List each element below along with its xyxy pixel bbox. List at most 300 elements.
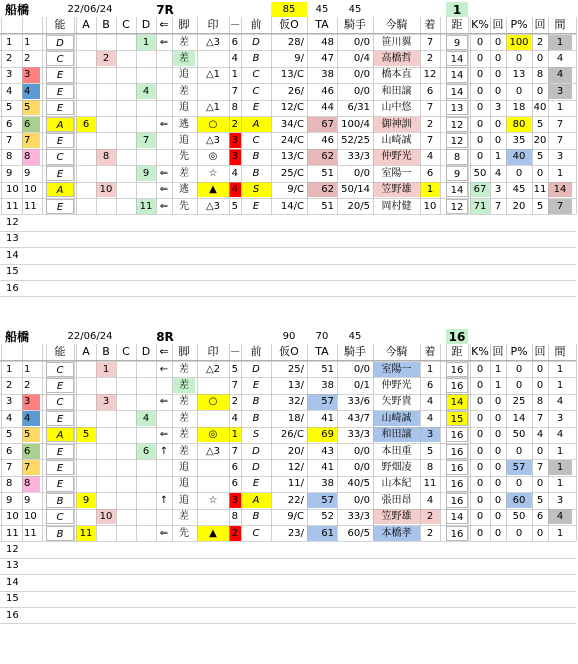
row-dash: 4 xyxy=(231,52,238,64)
row-pp: 100 xyxy=(506,35,532,50)
header-kai2: 回 xyxy=(534,18,546,31)
row-kan: 3 xyxy=(548,84,572,99)
row-kyaku: 差 xyxy=(179,363,189,375)
row-b: 3 xyxy=(96,394,116,409)
header-dash: － xyxy=(229,345,241,358)
row-d xyxy=(136,100,156,115)
row-kan: 1 xyxy=(556,363,564,375)
venue-label: 船橋 xyxy=(5,330,30,344)
header-kishu: 騎手 xyxy=(344,18,366,31)
empty-row-number: 12 xyxy=(6,543,19,555)
row-kp: 0 xyxy=(476,134,484,146)
row-b: 8 xyxy=(96,149,116,164)
grid-col-line xyxy=(506,344,507,541)
row-c xyxy=(116,526,136,541)
row-nou: B xyxy=(46,526,74,541)
row-konki: 山中悠 xyxy=(381,102,412,114)
row-a xyxy=(76,149,96,164)
row-pp: 18 xyxy=(512,102,526,114)
grid-col-line xyxy=(446,344,447,541)
row-kai2: 8 xyxy=(536,69,544,81)
row-n: 4 xyxy=(6,412,13,424)
row-b: 2 xyxy=(96,51,116,66)
row-kari: 11/ xyxy=(287,478,304,490)
row-w: 9 xyxy=(22,493,40,508)
grid-row-line xyxy=(0,623,576,624)
row-nou: B xyxy=(46,493,74,508)
header-dash: － xyxy=(229,18,241,31)
row-nou: C xyxy=(46,394,74,409)
row-kyori: 12 xyxy=(446,199,468,214)
header-kan: 間 xyxy=(554,18,566,31)
grid-col-line xyxy=(490,344,491,541)
row-kyori: 14 xyxy=(446,394,468,409)
row-kai: 0 xyxy=(494,396,502,408)
row-w: 2 xyxy=(22,378,40,393)
grid-row-line xyxy=(0,214,576,215)
row-dash: 4 xyxy=(229,182,241,197)
row-mae: D xyxy=(252,461,260,473)
row-arrow xyxy=(156,133,172,148)
grid-col-line xyxy=(229,344,230,541)
row-b xyxy=(96,526,116,541)
row-chaku: 4 xyxy=(426,494,434,506)
row-kp: 0 xyxy=(476,379,484,391)
row-kishu: 0/0 xyxy=(353,167,370,179)
row-arrow xyxy=(156,67,172,82)
row-nou: A xyxy=(46,117,74,132)
grid-col-line xyxy=(46,344,47,541)
row-ta: 51 xyxy=(321,167,334,179)
row-n: 3 xyxy=(6,69,13,81)
row-dash: 5 xyxy=(231,363,238,375)
row-kai: 3 xyxy=(494,102,502,114)
row-d xyxy=(136,509,156,524)
header-c: C xyxy=(122,345,130,358)
row-n: 11 xyxy=(6,200,19,212)
row-ta: 57 xyxy=(307,394,337,409)
race-number: 7R xyxy=(156,3,174,17)
row-c xyxy=(116,362,136,377)
row-kyori: 8 xyxy=(446,149,468,164)
grid-col-line xyxy=(76,344,77,541)
row-mae: D xyxy=(252,445,260,457)
row-kyori: 14 xyxy=(446,509,468,524)
row-d xyxy=(136,67,156,82)
grid-col-line xyxy=(172,344,173,541)
row-c xyxy=(116,84,136,99)
row-kp: 71 xyxy=(470,199,490,214)
row-b xyxy=(96,444,116,459)
header-kyaku: 脚 xyxy=(178,345,190,358)
row-shirushi xyxy=(197,51,229,66)
row-n: 6 xyxy=(6,118,13,130)
row-a xyxy=(76,100,96,115)
row-kp: 0 xyxy=(476,429,484,441)
row-kan: 7 xyxy=(556,118,564,130)
row-kyori: 14 xyxy=(446,84,468,99)
row-kai2: 0 xyxy=(536,445,544,457)
header-konki: 今騎 xyxy=(385,18,408,31)
header-kyori: 距 xyxy=(451,345,463,358)
row-shirushi: △3 xyxy=(205,445,221,457)
row-kan: 14 xyxy=(548,182,572,197)
row-n: 3 xyxy=(6,396,13,408)
row-dash: 4 xyxy=(231,167,238,179)
row-ta: 57 xyxy=(307,493,337,508)
row-kyori: 12 xyxy=(446,117,468,132)
row-shirushi: ○ xyxy=(197,394,229,409)
row-n: 7 xyxy=(6,461,13,473)
row-kishu: 0/1 xyxy=(353,379,370,391)
row-shirushi: △3 xyxy=(205,134,221,146)
row-chaku: 7 xyxy=(426,102,434,114)
header-kari: 仮O xyxy=(279,345,299,358)
row-chaku: 11 xyxy=(423,478,437,490)
row-kai: 1 xyxy=(494,151,502,163)
row-kari: 26/C xyxy=(280,429,304,441)
header-kan: 間 xyxy=(554,345,566,358)
row-kp: 0 xyxy=(476,52,484,64)
row-kishu: 50/14 xyxy=(341,184,370,196)
row-d xyxy=(136,526,156,541)
header-konki: 今騎 xyxy=(385,345,408,358)
row-nou: E xyxy=(46,67,74,82)
row-kari: 34/C xyxy=(280,118,304,130)
row-kishu: 0/0 xyxy=(353,494,370,506)
row-w: 1 xyxy=(22,362,40,377)
row-c xyxy=(116,444,136,459)
row-arrow: ⇐ xyxy=(159,167,169,179)
grid-row-line xyxy=(0,231,576,232)
row-a xyxy=(76,362,96,377)
row-w: 11 xyxy=(22,199,40,214)
race-date: 22/06/24 xyxy=(67,4,113,15)
row-dash: 7 xyxy=(231,85,238,97)
top-kyori: 16 xyxy=(446,329,468,344)
grid-col-line xyxy=(337,17,338,214)
row-kp: 0 xyxy=(476,85,484,97)
row-kp: 0 xyxy=(476,69,484,81)
row-mae: A xyxy=(241,117,271,132)
row-kari: 22/ xyxy=(287,494,304,506)
row-b xyxy=(96,84,116,99)
grid-col-line xyxy=(337,344,338,541)
grid-col-line xyxy=(197,344,198,541)
row-a xyxy=(76,67,96,82)
row-kai2: 5 xyxy=(536,494,544,506)
header-c: C xyxy=(122,18,130,31)
row-kai: 0 xyxy=(494,69,502,81)
row-ta: 62 xyxy=(307,149,337,164)
row-kan: 4 xyxy=(556,396,564,408)
header-shirushi: 印 xyxy=(207,345,219,358)
row-pp: 50 xyxy=(512,511,526,523)
row-konki: 岡村健 xyxy=(381,200,412,212)
row-konki: 室陽一 xyxy=(373,362,420,377)
row-kan: 3 xyxy=(556,151,564,163)
row-dash: 5 xyxy=(231,200,238,212)
row-d: 4 xyxy=(136,411,156,426)
row-pp: 0 xyxy=(515,52,523,64)
row-kyori: 16 xyxy=(446,444,468,459)
row-kan: 1 xyxy=(556,102,564,114)
header-a: A xyxy=(82,345,90,358)
grid-row-line xyxy=(0,296,576,297)
row-kai: 0 xyxy=(494,36,502,48)
row-c xyxy=(116,166,136,181)
row-kai: 0 xyxy=(494,445,502,457)
row-kan: 1 xyxy=(556,527,564,539)
row-c xyxy=(116,117,136,132)
header-pp: P% xyxy=(510,345,528,358)
row-konki: 張田昂 xyxy=(381,494,412,506)
row-kai2: 0 xyxy=(536,379,544,391)
grid-col-line xyxy=(576,17,577,214)
row-kp: 0 xyxy=(476,396,484,408)
grid-col-line xyxy=(506,17,507,214)
row-kan: 7 xyxy=(548,199,572,214)
row-pp: 0 xyxy=(515,379,523,391)
row-c xyxy=(116,460,136,475)
row-kyori: 9 xyxy=(446,35,468,50)
row-pp: 0 xyxy=(515,478,523,490)
header-ta: TA xyxy=(315,18,329,31)
row-kai: 0 xyxy=(494,527,502,539)
empty-row-number: 13 xyxy=(6,233,19,245)
grid-col-line xyxy=(271,17,272,214)
row-pp: 0 xyxy=(515,167,523,179)
row-chaku: 4 xyxy=(426,151,434,163)
grid-col-line xyxy=(76,17,77,214)
row-nou: E xyxy=(46,166,74,181)
row-kp: 0 xyxy=(476,118,484,130)
row-kp: 0 xyxy=(476,102,484,114)
row-c xyxy=(116,493,136,508)
row-a xyxy=(76,509,96,524)
grid-col-line xyxy=(96,17,97,214)
row-chaku: 2 xyxy=(426,52,434,64)
row-shirushi xyxy=(197,460,229,475)
row-konki: 笠野雄 xyxy=(373,509,420,524)
grid-col-line xyxy=(532,17,533,214)
row-kai2: 7 xyxy=(536,412,544,424)
row-a xyxy=(76,84,96,99)
row-nou: E xyxy=(46,84,74,99)
row-pp: 35 xyxy=(512,134,526,146)
row-b xyxy=(96,100,116,115)
row-arrow: ⇐ xyxy=(159,184,169,196)
row-b xyxy=(96,35,116,50)
grid-col-line xyxy=(22,344,23,541)
row-kai2: 0 xyxy=(536,527,544,539)
row-w: 9 xyxy=(22,166,40,181)
row-pp: 25 xyxy=(512,396,526,408)
row-w: 7 xyxy=(22,460,40,475)
row-shirushi xyxy=(197,411,229,426)
row-mae: B xyxy=(252,511,260,523)
row-shirushi: △3 xyxy=(205,200,221,212)
row-pp: 13 xyxy=(512,69,526,81)
row-mae: C xyxy=(252,134,260,146)
row-kari: 12/C xyxy=(280,102,304,114)
row-kai: 7 xyxy=(494,200,502,212)
row-w: 7 xyxy=(22,133,40,148)
grid-row-line xyxy=(0,607,576,608)
empty-row-number: 16 xyxy=(6,609,19,621)
row-c xyxy=(116,199,136,214)
row-b xyxy=(96,166,116,181)
row-kai2: 5 xyxy=(536,200,544,212)
row-a xyxy=(76,199,96,214)
row-kai2: 7 xyxy=(536,461,544,473)
row-n: 2 xyxy=(6,52,13,64)
row-dash: 7 xyxy=(231,445,238,457)
grid-col-line xyxy=(229,17,230,214)
row-kai2: 0 xyxy=(536,478,544,490)
grid-col-line xyxy=(74,17,75,214)
row-arrow: ↑ xyxy=(159,494,169,506)
row-d xyxy=(136,394,156,409)
row-pp: 60 xyxy=(506,493,532,508)
header-mae: 前 xyxy=(250,18,262,31)
row-chaku: 2 xyxy=(426,118,434,130)
row-kishu: 0/0 xyxy=(353,445,370,457)
header-arrow: ⇐ xyxy=(159,345,169,358)
row-mae: A xyxy=(241,493,271,508)
row-kyaku: 差 xyxy=(179,396,189,408)
row-ta: 51 xyxy=(321,363,334,375)
row-ta: 44 xyxy=(321,102,334,114)
row-dash: 3 xyxy=(229,133,241,148)
row-kyori: 9 xyxy=(446,166,468,181)
grid-col-line xyxy=(307,344,308,541)
row-arrow xyxy=(156,100,172,115)
row-kan: 1 xyxy=(556,445,564,457)
row-d xyxy=(136,117,156,132)
header-mae: 前 xyxy=(250,345,262,358)
row-kari: 12/ xyxy=(287,461,304,473)
row-kyori: 16 xyxy=(446,460,468,475)
row-shirushi: ▲ xyxy=(197,182,229,197)
row-kari: 13/C xyxy=(280,69,304,81)
row-shirushi: △1 xyxy=(205,69,221,81)
grid-col-line xyxy=(373,344,374,541)
row-mae: E xyxy=(252,102,260,114)
grid-col-line xyxy=(468,17,469,214)
header-shirushi: 印 xyxy=(207,18,219,31)
row-kyaku: 差 xyxy=(179,167,189,179)
row-n: 6 xyxy=(6,445,13,457)
row-konki: 御神訓 xyxy=(373,117,420,132)
row-b: 1 xyxy=(96,362,116,377)
row-kp: 50 xyxy=(473,167,487,179)
row-kai: 0 xyxy=(494,494,502,506)
row-mae: B xyxy=(252,412,260,424)
row-kyaku: 差 xyxy=(179,36,189,48)
row-b xyxy=(96,117,116,132)
row-b xyxy=(96,460,116,475)
row-c xyxy=(116,67,136,82)
row-n: 4 xyxy=(6,85,13,97)
row-kai2: 11 xyxy=(533,184,547,196)
row-arrow xyxy=(156,51,172,66)
row-kai2: 6 xyxy=(536,511,544,523)
row-kyori: 16 xyxy=(446,476,468,491)
row-nou: E xyxy=(46,378,74,393)
row-b xyxy=(96,133,116,148)
row-w: 3 xyxy=(22,67,40,82)
row-kan: 4 xyxy=(556,52,564,64)
row-shirushi: ◎ xyxy=(197,427,229,442)
row-kyaku: 差 xyxy=(179,445,189,457)
row-ta: 47 xyxy=(321,52,334,64)
row-ta: 38 xyxy=(321,69,334,81)
row-kari: 25/ xyxy=(287,363,304,375)
row-kp: 0 xyxy=(476,527,484,539)
row-kyori: 12 xyxy=(446,133,468,148)
row-pp: 20 xyxy=(512,200,526,212)
row-ta: 69 xyxy=(307,427,337,442)
row-konki: 和田譲 xyxy=(373,427,420,442)
row-shirushi: ▲ xyxy=(197,526,229,541)
row-ta: 46 xyxy=(321,134,334,146)
row-arrow xyxy=(156,84,172,99)
row-chaku: 2 xyxy=(426,527,434,539)
row-nou: C xyxy=(46,362,74,377)
row-kai: 0 xyxy=(494,85,502,97)
row-mae: D xyxy=(252,36,260,48)
row-n: 10 xyxy=(6,511,19,523)
grid-col-line xyxy=(1,17,2,214)
row-ta: 43 xyxy=(321,445,334,457)
row-d xyxy=(136,460,156,475)
row-shirushi: ○ xyxy=(197,117,229,132)
grid-col-line xyxy=(116,17,117,214)
row-b xyxy=(96,476,116,491)
row-kari: 32/ xyxy=(287,396,304,408)
row-kari: 28/ xyxy=(287,36,304,48)
top-kishu: 45 xyxy=(348,331,362,342)
grid-col-line xyxy=(470,17,471,214)
row-dash: 8 xyxy=(231,102,238,114)
row-a xyxy=(76,444,96,459)
header-arrow: ⇐ xyxy=(159,18,169,31)
row-dash: 8 xyxy=(231,511,238,523)
row-kyori: 13 xyxy=(446,100,468,115)
row-kai: 0 xyxy=(494,412,502,424)
row-kai2: 5 xyxy=(536,151,544,163)
row-nou: C xyxy=(46,509,74,524)
grid-col-line xyxy=(172,17,173,214)
row-ta: 67 xyxy=(307,117,337,132)
row-mae: E xyxy=(252,379,260,391)
grid-col-line xyxy=(197,17,198,214)
grid-col-line xyxy=(468,344,469,541)
header-chaku: 着 xyxy=(424,345,436,358)
top-kari: 85 xyxy=(271,2,307,17)
row-chaku: 5 xyxy=(426,445,434,457)
header-kp: K% xyxy=(471,345,489,358)
row-ta: 48 xyxy=(321,36,334,48)
row-shirushi xyxy=(197,476,229,491)
row-dash: 6 xyxy=(231,461,238,473)
row-kari: 26/ xyxy=(287,85,304,97)
row-nou: A xyxy=(46,182,74,197)
row-shirushi: ☆ xyxy=(208,167,218,179)
row-n: 8 xyxy=(6,151,13,163)
row-kyaku: 追 xyxy=(179,494,189,506)
